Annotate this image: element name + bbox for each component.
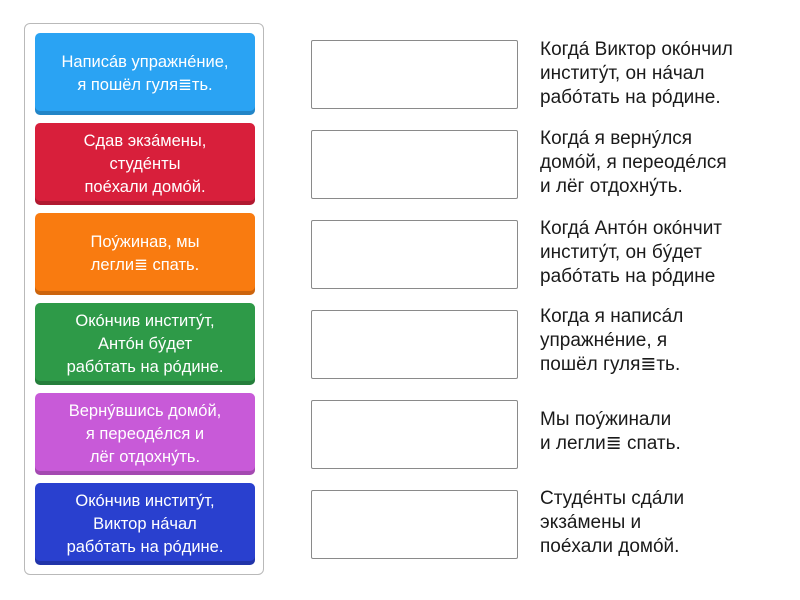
drop-target-2[interactable] (311, 130, 518, 199)
drop-target-3[interactable] (311, 220, 518, 289)
statement-3: Когдá Антóн окóнчит институ́т, он бýдет рабóтать на рóдине (540, 218, 723, 287)
statement-4: Когда я написáл упражнéние, я пошёл гуля≣ть. (540, 306, 684, 375)
answer-card-3[interactable]: Поýжинав, мы легли≣ спать. (35, 213, 255, 295)
drop-target-4[interactable] (311, 310, 518, 379)
answer-card-1[interactable]: Написáв упражнéние, я пошёл гуля≣ть. (35, 33, 255, 115)
answer-card-5[interactable]: Вернýвшись домóй, я переодéлся и лёг отдохну́ть. (35, 393, 255, 475)
statement-1: Когдá Виктор окóнчил институ́т, он нáчал рабóтать на рóдине. (540, 39, 733, 108)
drop-target-6[interactable] (311, 490, 518, 559)
drop-target-5[interactable] (311, 400, 518, 469)
answer-card-2[interactable]: Сдав экзáмены, студéнты поéхали домóй. (35, 123, 255, 205)
answer-cards-panel (24, 23, 264, 575)
drop-target-1[interactable] (311, 40, 518, 109)
statement-5: Мы поýжинали и легли≣ спать. (540, 409, 681, 454)
answer-card-4[interactable]: Окóнчив институ́т, Антóн бýдет рабóтать на рóдине. (35, 303, 255, 385)
statement-2: Когдá я вернýлся домóй, я переодéлся и лёг отдохну́ть. (540, 128, 727, 197)
statement-6: Студéнты сдáли экзáмены и поéхали домóй. (540, 488, 685, 557)
answer-card-6[interactable]: Окóнчив институ́т, Виктор нáчал рабóтать на рóдине. (35, 483, 255, 565)
